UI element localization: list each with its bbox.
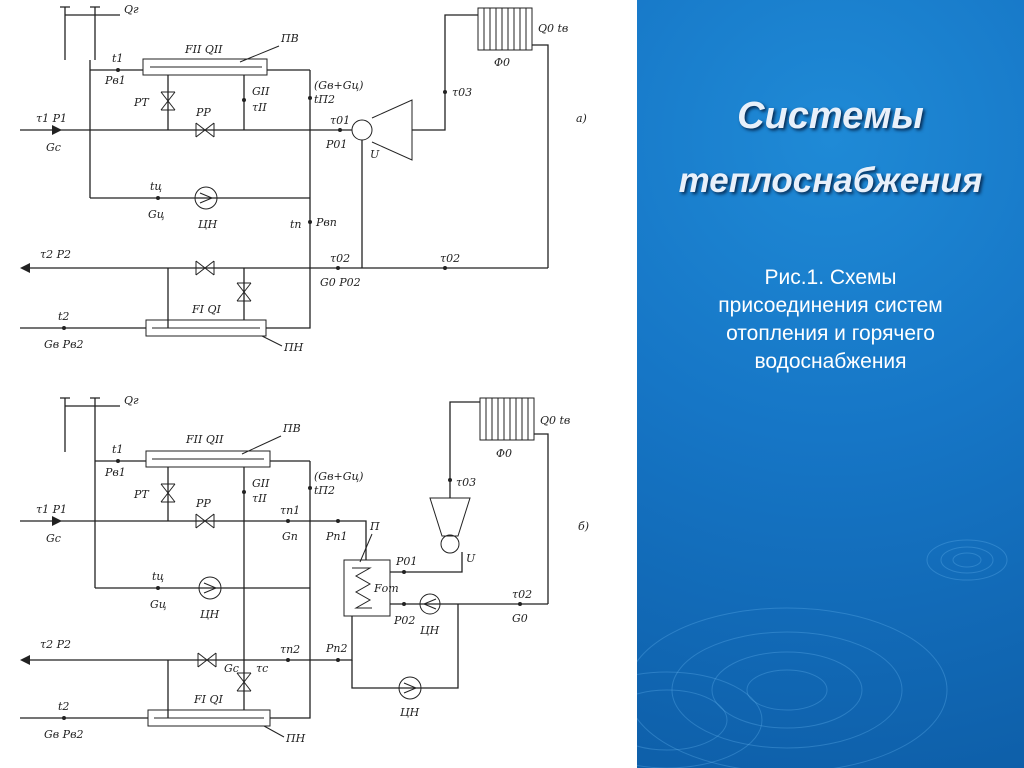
label-q0-a: Q0 tв	[538, 22, 569, 35]
label-cn-b: ЦН	[200, 608, 220, 621]
label-sum-b: (Gв+Gц)	[314, 470, 364, 483]
label-tau2p2-b: τ2 P2	[40, 638, 71, 651]
label-g2-a: GII	[252, 85, 270, 98]
label-tau2p2-a: τ2 P2	[40, 248, 71, 261]
label-gc-b: Gc	[46, 532, 61, 545]
scheme-a	[20, 3, 587, 354]
label-rt-b: РТ	[134, 488, 149, 501]
label-rt-a: РТ	[134, 96, 149, 109]
elevator-u-a	[352, 120, 372, 140]
label-tau02a-a: τ02	[330, 252, 351, 265]
label-gc-a: Gc	[46, 141, 61, 154]
label-t2-b: t2	[58, 700, 70, 713]
label-t1-b: t1	[112, 443, 124, 456]
elevator-u-b	[430, 498, 470, 536]
label-fq-b: FII QII	[186, 433, 224, 446]
label-qg-a: Qг	[124, 3, 139, 16]
label-cn3-b: ЦН	[400, 706, 420, 719]
label-t2-a: t2	[58, 310, 70, 323]
radiator-b	[480, 398, 534, 440]
label-p-b: П	[370, 520, 380, 533]
label-tau02b-a: τ02	[440, 252, 461, 265]
label-taup2-b: τп2	[280, 643, 301, 656]
label-pv-a: ПВ	[281, 32, 299, 45]
label-pn-b: ПН	[286, 732, 306, 745]
label-qg-b: Qг	[124, 394, 139, 407]
scheme-b	[20, 394, 589, 745]
label-tauc-b: τc	[256, 662, 269, 675]
label-p02-b: P02	[394, 614, 416, 627]
label-cn-a: ЦН	[198, 218, 218, 231]
slide-title-line-2: теплоснабжения	[678, 161, 983, 200]
label-tp2-a: tП2	[314, 93, 336, 106]
label-pv1-b: Pв1	[105, 466, 126, 479]
label-tp-a: tп	[290, 218, 302, 231]
label-taup1-b: τп1	[280, 504, 301, 517]
label-phi0-a: Φ0	[494, 56, 511, 69]
label-pv-b: ПВ	[283, 422, 301, 435]
label-pvp-a: Pвп	[316, 216, 337, 229]
label-tau2-b: τII	[252, 492, 267, 505]
label-tau02-b: τ02	[512, 588, 533, 601]
label-t1-a: t1	[112, 52, 124, 65]
label-tp2-b: tП2	[314, 484, 336, 497]
figure-caption: Рис.1. Схемы присоединения систем отопления и горячего водоснабжения	[718, 266, 943, 373]
label-rr-b: РР	[196, 497, 211, 510]
label-tau03-b: τ03	[456, 476, 477, 489]
label-tau03-a: τ03	[452, 86, 473, 99]
slide-title-line-1: Системы	[737, 95, 924, 137]
label-gpp-b: Gв Pв2	[44, 728, 84, 741]
label-u-a: U	[370, 148, 380, 161]
label-gp-b: Gп	[282, 530, 298, 543]
label-gcc-a: Gц	[148, 208, 165, 221]
label-pv1-a: Pв1	[105, 74, 126, 87]
label-cn2-b: ЦН	[420, 624, 440, 637]
label-tau1p1-a: τ1 P1	[36, 112, 67, 125]
label-gpp-a: Gв Pв2	[44, 338, 84, 351]
label-g0-b: G0	[512, 612, 528, 625]
label-f1q1-a: FI QI	[192, 303, 221, 316]
label-fq-a: FII QII	[185, 43, 223, 56]
label-tag-a: а)	[576, 112, 587, 125]
label-f1q1-b: FI QI	[194, 693, 223, 706]
label-q0-b: Q0 tв	[540, 414, 571, 427]
label-tau1p1-b: τ1 P1	[36, 503, 67, 516]
label-phi0-b: Φ0	[496, 447, 513, 460]
label-tau01-a: τ01	[330, 114, 351, 127]
title-panel	[637, 0, 1024, 768]
label-tau2-a: τII	[252, 101, 267, 114]
label-p01-b: P01	[396, 555, 418, 568]
label-p01-a: P01	[326, 138, 348, 151]
label-rr-a: РР	[196, 106, 211, 119]
label-g2-b: GII	[252, 477, 270, 490]
label-sum-a: (Gв+Gц)	[314, 79, 364, 92]
label-tag-b: б)	[578, 520, 590, 533]
label-u-b: U	[466, 552, 476, 565]
radiator-a	[478, 8, 532, 50]
label-tc-a: tц	[150, 180, 163, 193]
label-gcc-b: Gц	[150, 598, 167, 611]
label-fot-b: Fот	[374, 582, 399, 595]
label-gc2-b: Gc	[224, 662, 239, 675]
label-pp1-b: Pп1	[326, 530, 348, 543]
label-tc-b: tц	[152, 570, 165, 583]
label-g0p02-a: G0 P02	[320, 276, 361, 289]
label-pp2-b: Pп2	[326, 642, 348, 655]
label-pn-a: ПН	[284, 341, 304, 354]
